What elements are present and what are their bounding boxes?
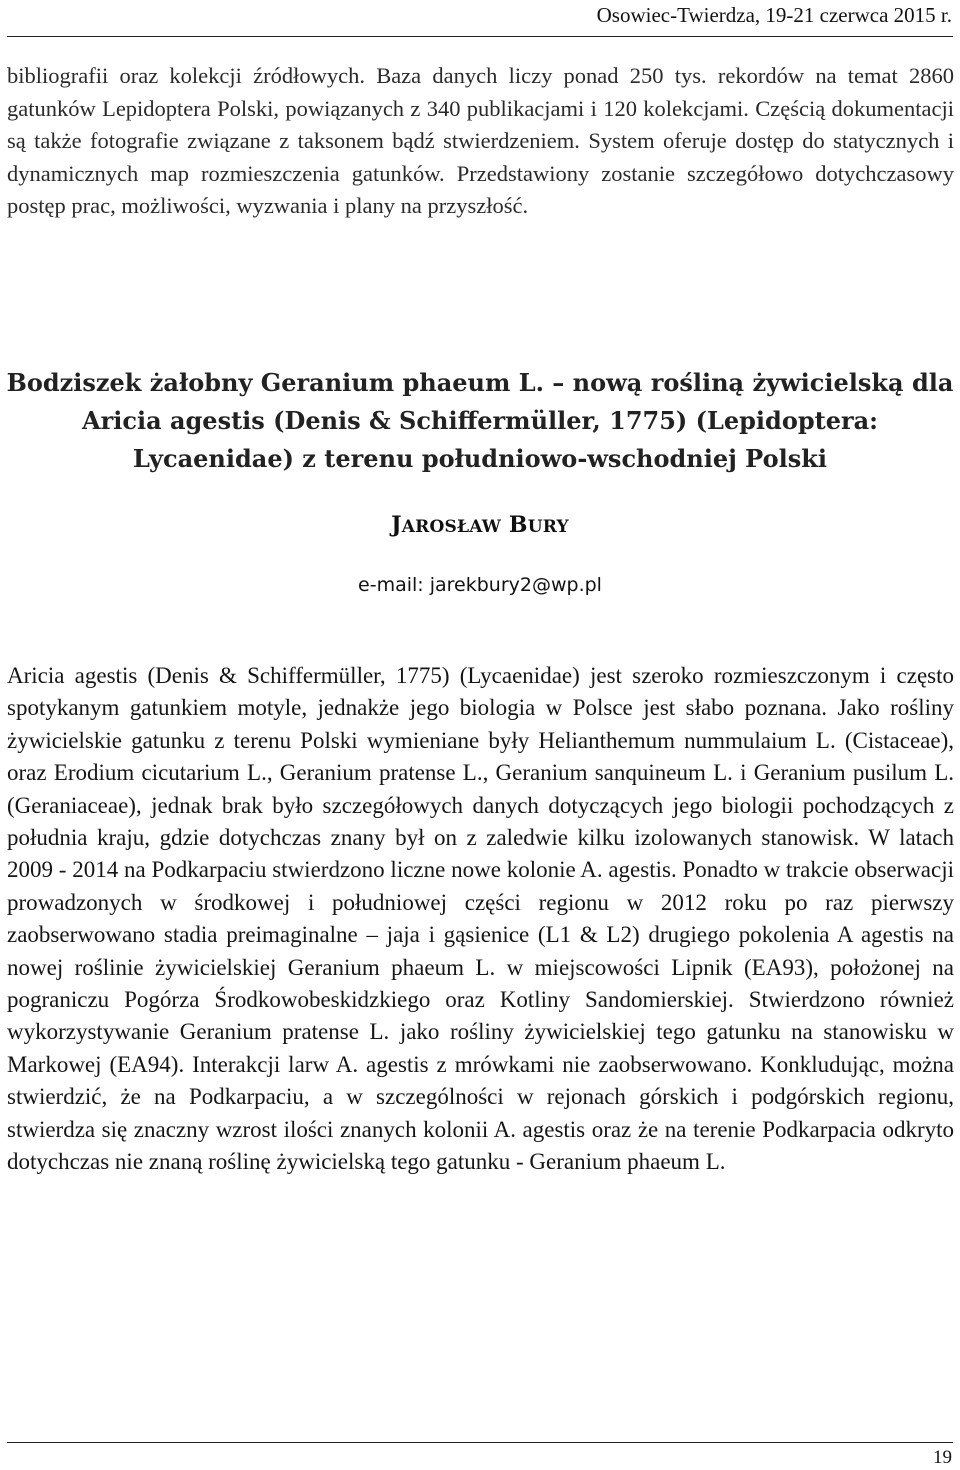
article-title-line-1: Bodziszek żałobny Geranium phaeum L. – nową rośliną żywicielską dla [6, 368, 954, 397]
author-first-initial: J [391, 512, 402, 538]
running-header: Osowiec-Twierdza, 19-21 czerwca 2015 r. [596, 3, 952, 27]
author-first-rest: AROSŁAW [401, 517, 502, 537]
header-rule [7, 36, 953, 37]
article-title-line-3: Lycaenidae) z terenu południowo-wschodniej Polski [133, 444, 827, 473]
article-title [0, 364, 960, 478]
author-last-initial: B [508, 512, 528, 538]
page-number: 19 [933, 1447, 952, 1468]
author-email: e-mail: jarekbury2@wp.pl [358, 574, 602, 596]
article-title-line-2: Aricia agestis (Denis & Schiffermüller, 1775) (Lepidoptera: [81, 406, 879, 435]
previous-article-text: bibliografii oraz kolekcji źródłowych. Baza danych liczy ponad 250 tys. rekordów na temat 2860 gatunków Lepidoptera Polski, powiązanych z 340 publikacjami i 120 kolekcjami. Częścią dokumentacji są także fotografie związane z taksonem bądź stwierdzeniem. System oferuje dostęp do statycznych i dynamicznych map rozmieszczenia gatunków. Przedstawiony zostanie szczegółowo dotychczasowy postęp prac, możliwości, wyzwania i plany na przyszłość. [7, 63, 954, 218]
footer-rule [7, 1442, 953, 1443]
author-last-rest: URY [527, 517, 569, 537]
author-name [0, 512, 960, 538]
abstract-text: Aricia agestis (Denis & Schiffermüller, 1775) (Lycaenidae) jest szeroko rozmieszczonym i często spotykanym gatunkiem motyle, jednakże jego biologia w Polsce jest słabo poznana. Jako rośliny żywicielskie gatunku z terenu Polski wymieniane były Helianthemum nummulaium L. (Cistaceae), oraz Erodium cicutarium L., Geranium pratense L., Geranium sanquineum L. i Geranium pusilum L. (Geraniaceae), jednak brak było szczegółowych danych dotyczących jego biologii pochodzących z południa kraju, gdzie dotychczas znany był on z zaledwie kilku izolowanych stanowisk. W latach 2009 - 2014 na Podkarpaciu stwierdzono liczne nowe kolonie A. agestis. Ponadto w trakcie obserwacji prowadzonych w środkowej i południowej części regionu w 2012 roku po raz pierwszy zaobserwowano stadia preimaginalne – jaja i gąsienice (L1 & L2) drugiego pokolenia A agestis na nowej roślinie żywicielskiej Geranium phaeum L. w miejscowości Lipnik (EA93), położonej na pograniczu Pogórza Środkowobeskidzkiego oraz Kotliny Sandomierskiej. Stwierdzono również wykorzystywanie Geranium pratense L. jako rośliny żywicielskiej tego gatunku na stanowisku w Markowej (EA94). Interakcji larw A. agestis z mrówkami nie zaobserwowano. Konkludując, można stwierdzić, że na Podkarpaciu, a w szczególności w rejonach górskich i podgórskich regionu, stwierdza się znaczny wzrost ilości znanych kolonii A. agestis oraz że na terenie Podkarpacia odkryto dotychczas nie znaną roślinę żywicielską tego gatunku - Geranium phaeum L. [7, 663, 954, 1175]
